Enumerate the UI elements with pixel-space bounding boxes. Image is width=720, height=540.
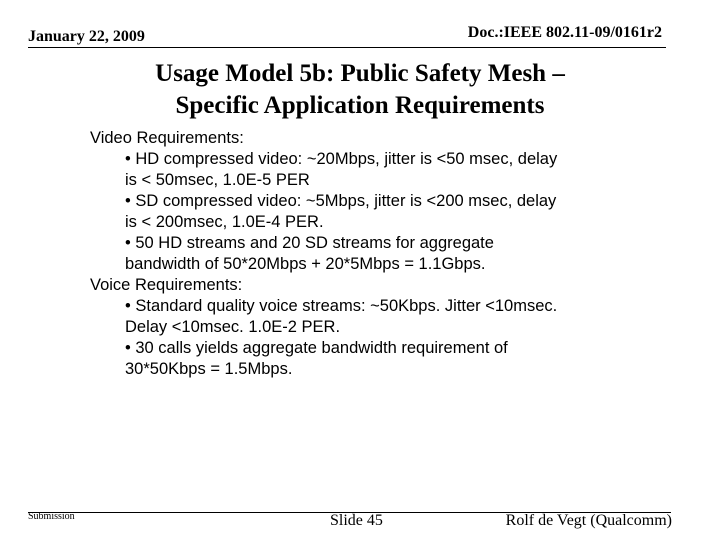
- bullet-line: bandwidth of 50*20Mbps + 20*5Mbps = 1.1Gbps.: [125, 255, 486, 273]
- slide-body: [90, 128, 630, 380]
- footer-submission: Submission: [28, 511, 75, 522]
- bullet-line: is < 50msec, 1.0E-5 PER: [125, 171, 310, 189]
- slide-title-line-1: Usage Model 5b: Public Safety Mesh –: [155, 60, 565, 87]
- bullet-line: • Standard quality voice streams: ~50Kbps. Jitter <10msec.: [125, 297, 558, 315]
- slide-title: [60, 58, 660, 122]
- voice-bullet-standard: [125, 296, 630, 338]
- bullet-line: • 50 HD streams and 20 SD streams for aggregate: [125, 234, 494, 252]
- bullet-line: • 30 calls yields aggregate bandwidth requirement of: [125, 339, 508, 357]
- bullet-line: is < 200msec, 1.0E-4 PER.: [125, 213, 324, 231]
- header-date: January 22, 2009: [28, 28, 145, 45]
- video-bullet-hd: [125, 149, 630, 191]
- header-doc-id: Doc.:IEEE 802.11-09/0161r2: [467, 24, 662, 41]
- voice-requirements-heading: Voice Requirements:: [90, 276, 243, 294]
- video-bullet-sd: [125, 191, 630, 233]
- voice-bullet-calls: [125, 338, 630, 380]
- header-divider: [28, 47, 666, 48]
- bullet-line: 30*50Kbps = 1.5Mbps.: [125, 360, 293, 378]
- bullet-line: Delay <10msec. 1.0E-2 PER.: [125, 318, 341, 336]
- video-requirements-heading: Video Requirements:: [90, 129, 244, 147]
- bullet-line: • HD compressed video: ~20Mbps, jitter is <50 msec, delay: [125, 150, 558, 168]
- footer-author: Rolf de Vegt (Qualcomm): [505, 512, 672, 529]
- slide-title-line-2: Specific Application Requirements: [175, 92, 545, 119]
- video-bullet-aggregate: [125, 233, 630, 275]
- footer-slide-number: Slide 45: [330, 512, 383, 529]
- bullet-line: • SD compressed video: ~5Mbps, jitter is <200 msec, delay: [125, 192, 557, 210]
